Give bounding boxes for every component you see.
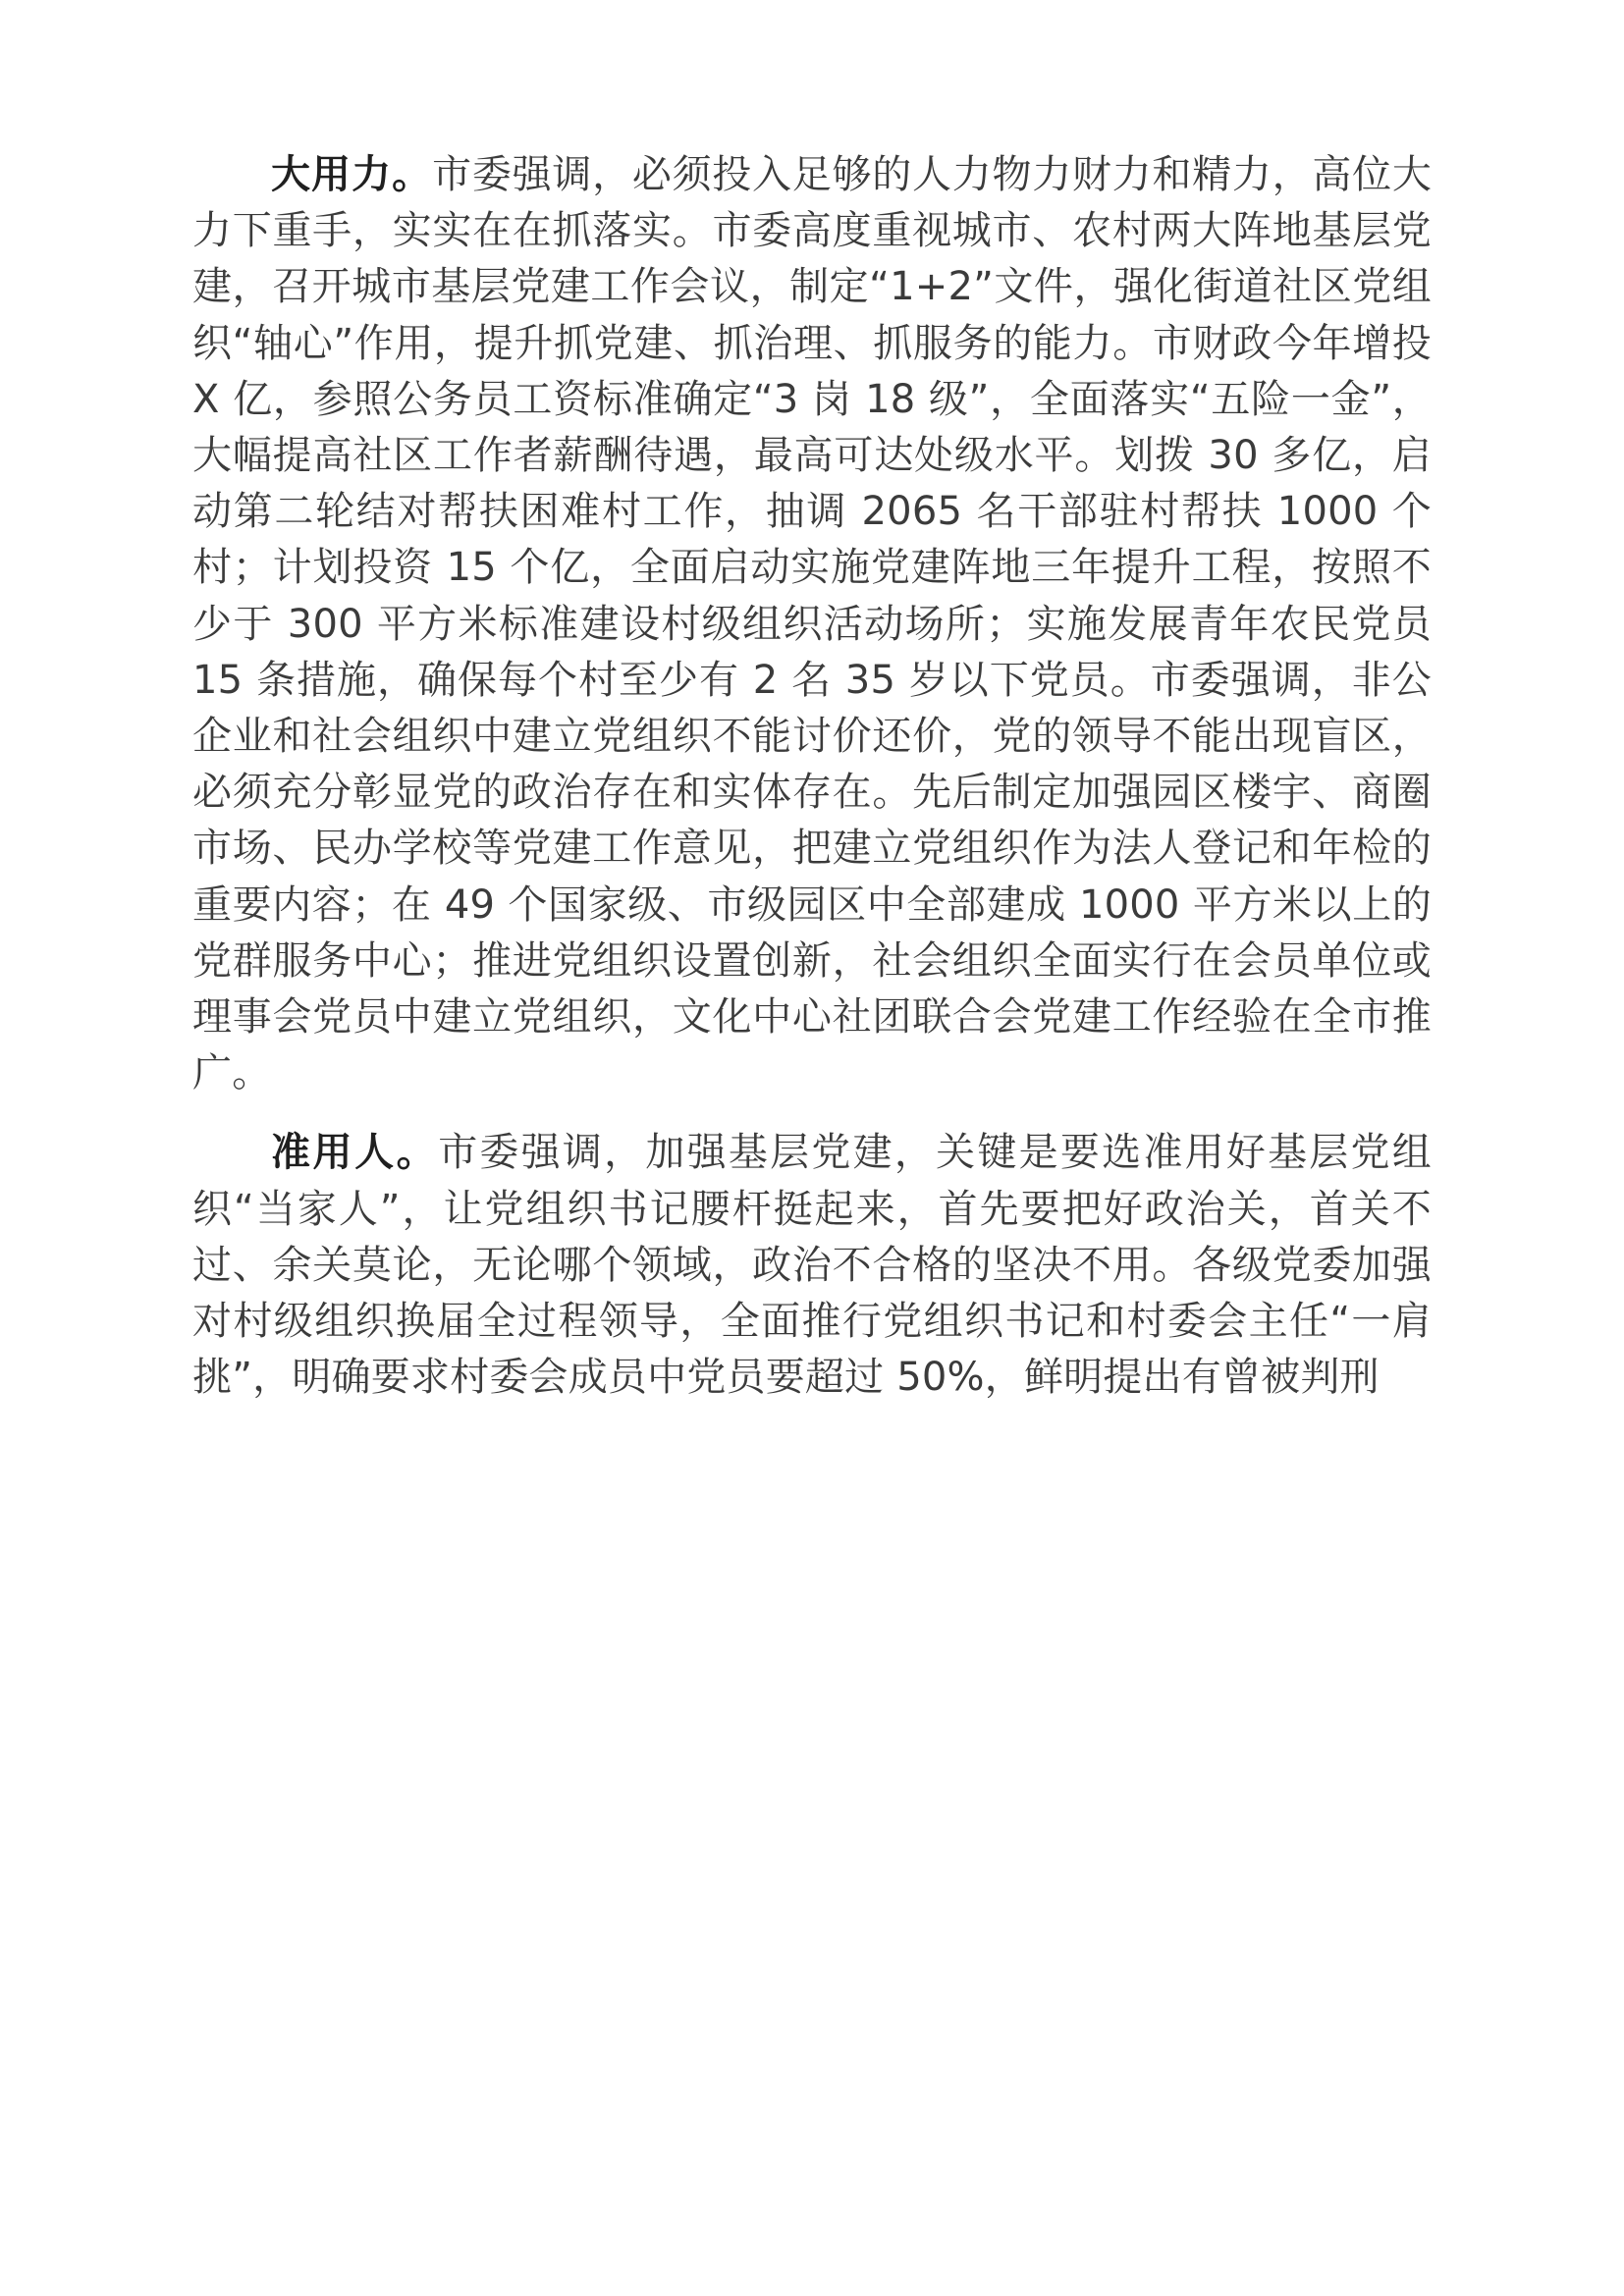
paragraph-2 [192, 1125, 1432, 1406]
paragraph-1 [192, 147, 1432, 1101]
paragraph-1-body: 市委强调，必须投入足够的人力物力财力和精力，高位大力下重手，实实在在抓落实。市委高度重视城市、农村两大阵地基层党建，召开城市基层党建工作会议，制定“1+2”文件，强化街道社区党组织“轴心”作用，提升抓党建、抓治理、抓服务的能力。市财政今年增投 X 亿，参照公务员工资标准确定“3 岗 18 级”，全面落实“五险一金”，大幅提高社区工作者薪酬待遇，最高可达处级水平。划拨 30 多亿，启动第二轮结对帮扶困难村工作，抽调 2065 名干部驻村帮扶 1000 个村；计划投资 15 个亿，全面启动实施党建阵地三年提升工程，按照不少于 300 平方米标准建设村级组织活动场所；实施发展青年农民党员 15 条措施，确保每个村至少有 2 名 35 岁以下党员。市委强调，非公企业和社会组织中建立党组织不能讨价还价，党的领导不能出现盲区，必须充分彰显党的政治存在和实体存在。先后制定加强园区楼宇、商圈市场、民办学校等党建工作意见，把建立党组织作为法人登记和年检的重要内容；在 49 个国家级、市级园区中全部建成 1000 平方米以上的党群服务中心；推进党组织设置创新，社会组织全面实行在会员单位或理事会党员中建立党组织，文化中心社团联合会党建工作经验在全市推广。 [192, 152, 1433, 1096]
paragraph-2-lead: 准用人。 [271, 1130, 439, 1176]
document-body [192, 147, 1432, 1406]
paragraph-2-body: 市委强调，加强基层党建，关键是要选准用好基层党组织“当家人”，让党组织书记腰杆挺起来，首先要把好政治关，首关不过、余关莫论，无论哪个领域，政治不合格的坚决不用。各级党委加强对村级组织换届全过程领导，全面推行党组织书记和村委会主任“一肩挑”，明确要求村委会成员中党员要超过 50%，鲜明提出有曾被判刑 [192, 1130, 1432, 1401]
paragraph-1-lead: 大用力。 [271, 152, 433, 197]
